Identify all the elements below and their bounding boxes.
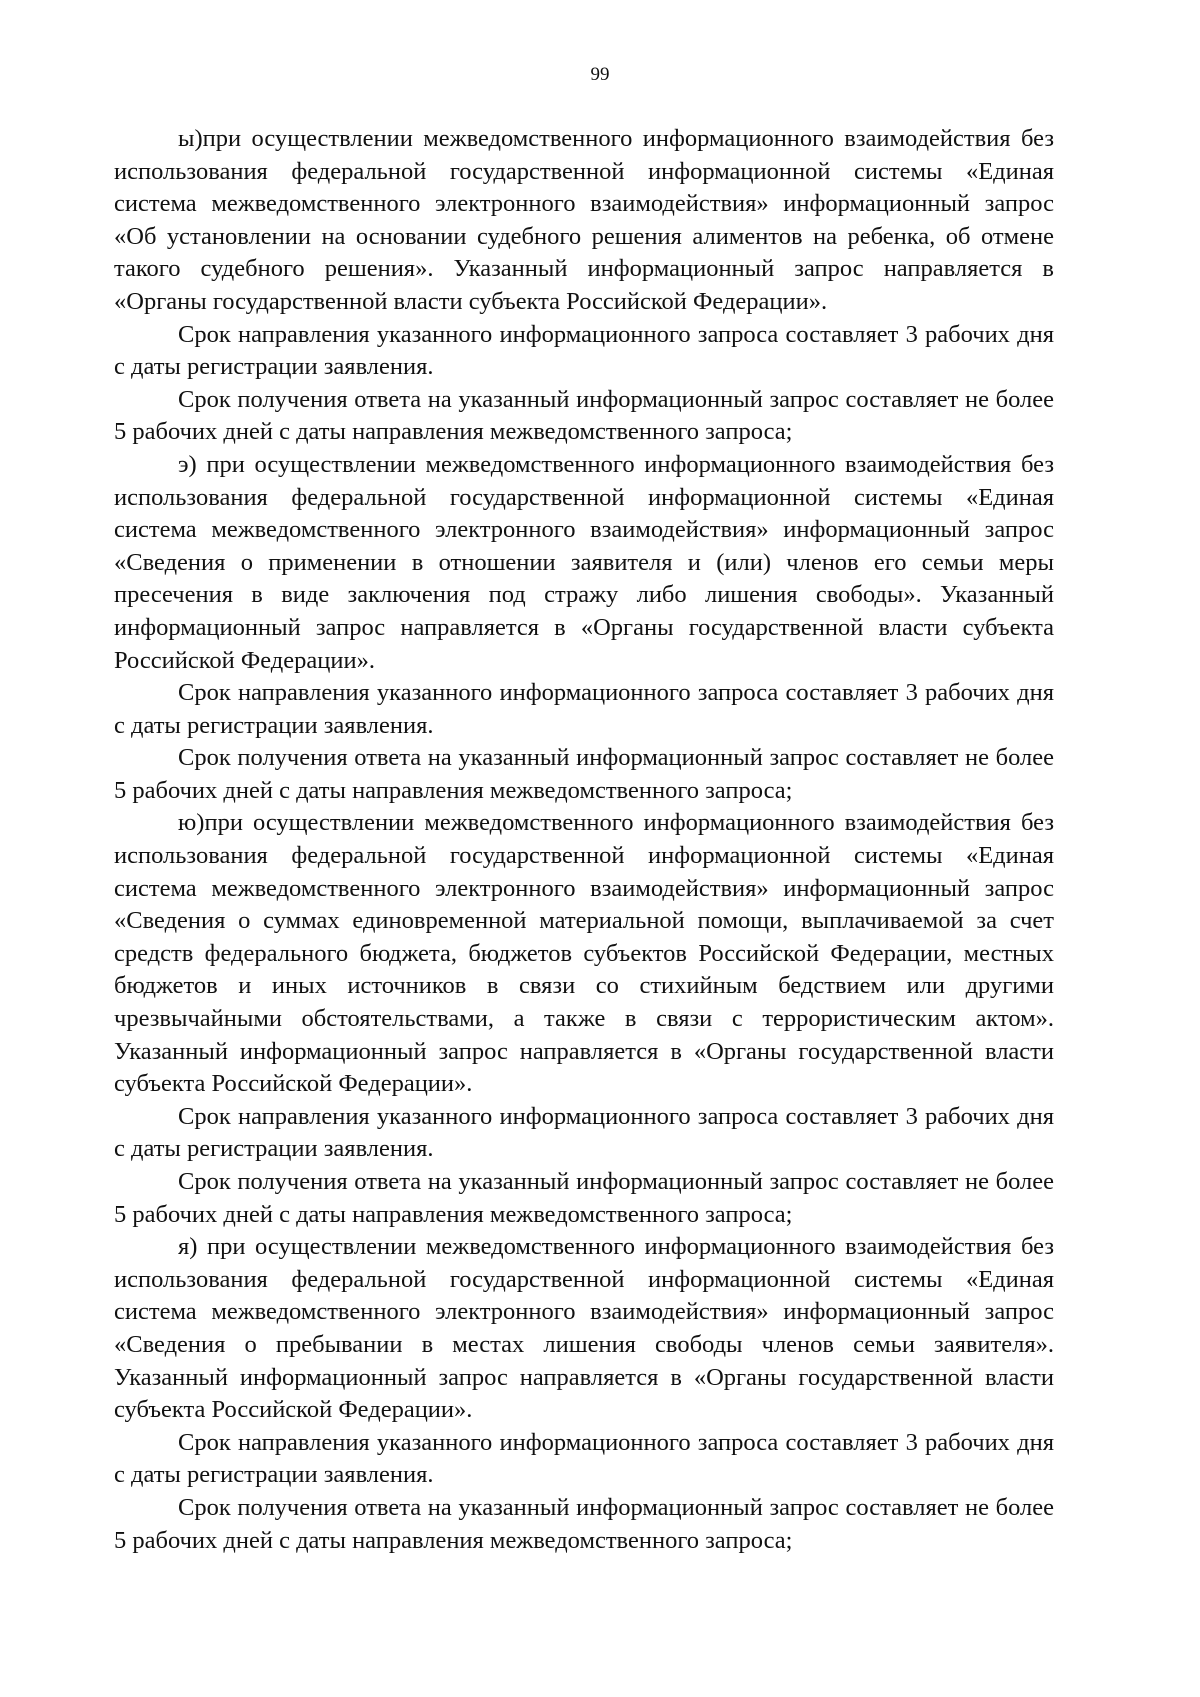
paragraph-deadline-send: Срок направления указанного информационного запроса составляет 3 рабочих дня с даты регистрации заявления. (114, 320, 1054, 381)
paragraph-item-e: э) при осуществлении межведомственного информационного взаимодействия без использования федеральной государственной информационной системы «Единая система межведомственного электронного взаимодействия» информационный запрос «Сведения о применении в отношении заявителя и (или) членов его семьи меры пресечения в виде заключения под стражу либо лишения свободы». Указанный информационный запрос направляется в «Органы государственной власти субъекта Российской Федерации». (114, 450, 1054, 674)
paragraph-deadline-send: Срок направления указанного информационного запроса составляет 3 рабочих дня с даты регистрации заявления. (114, 679, 1054, 739)
page-number: 99 (590, 64, 610, 85)
paragraph-deadline-response: Срок получения ответа на указанный информационный запрос составляет не более 5 рабочих дней с даты направления межведомственного запроса; (114, 385, 1054, 446)
paragraph-item-y: ы)при осуществлении межведомственного информационного взаимодействия без использования федеральной государственной информационной системы «Единая система межведомственного электронного взаимодействия» информационный запрос «Об установлении на основании судебного решения алиментов на ребенка, об отмене такого судебного решения». Указанный информационный запрос направляется в «Органы государственной власти субъекта Российской Федерации». (114, 125, 1054, 315)
paragraph-deadline-response: Срок получения ответа на указанный информационный запрос составляет не более 5 рабочих дней с даты направления межведомственного запроса; (114, 1493, 1054, 1554)
paragraph-deadline-response: Срок получения ответа на указанный информационный запрос составляет не более 5 рабочих дней с даты направления межведомственного запроса; (114, 744, 1054, 804)
paragraph-deadline-send: Срок направления указанного информационного запроса составляет 3 рабочих дня с даты регистрации заявления. (114, 1102, 1054, 1163)
paragraph-item-ya: я) при осуществлении межведомственного информационного взаимодействия без использования федеральной государственной информационной системы «Единая система межведомственного электронного взаимодействия» информационный запрос «Сведения о пребывании в местах лишения свободы членов семьи заявителя». Указанный информационный запрос направляется в «Органы государственной власти субъекта Российской Федерации». (114, 1233, 1054, 1424)
paragraph-deadline-send: Срок направления указанного информационного запроса составляет 3 рабочих дня с даты регистрации заявления. (114, 1428, 1054, 1489)
paragraph-deadline-response: Срок получения ответа на указанный информационный запрос составляет не более 5 рабочих дней с даты направления межведомственного запроса; (114, 1168, 1054, 1228)
paragraph-item-yu: ю)при осуществлении межведомственного информационного взаимодействия без использования федеральной государственной информационной системы «Единая система межведомственного электронного взаимодействия» информационный запрос «Сведения о суммах единовременной материальной помощи, выплачиваемой за счет средств федерального бюджета, бюджетов субъектов Российской Федерации, местных бюджетов и иных источников в связи со стихийным бедствием или другими чрезвычайными обстоятельствами, а также в связи с террористическим актом». Указанный информационный запрос направляется в «Органы государственной власти субъекта Российской Федерации». (114, 809, 1054, 1098)
document-body (114, 123, 1054, 1557)
